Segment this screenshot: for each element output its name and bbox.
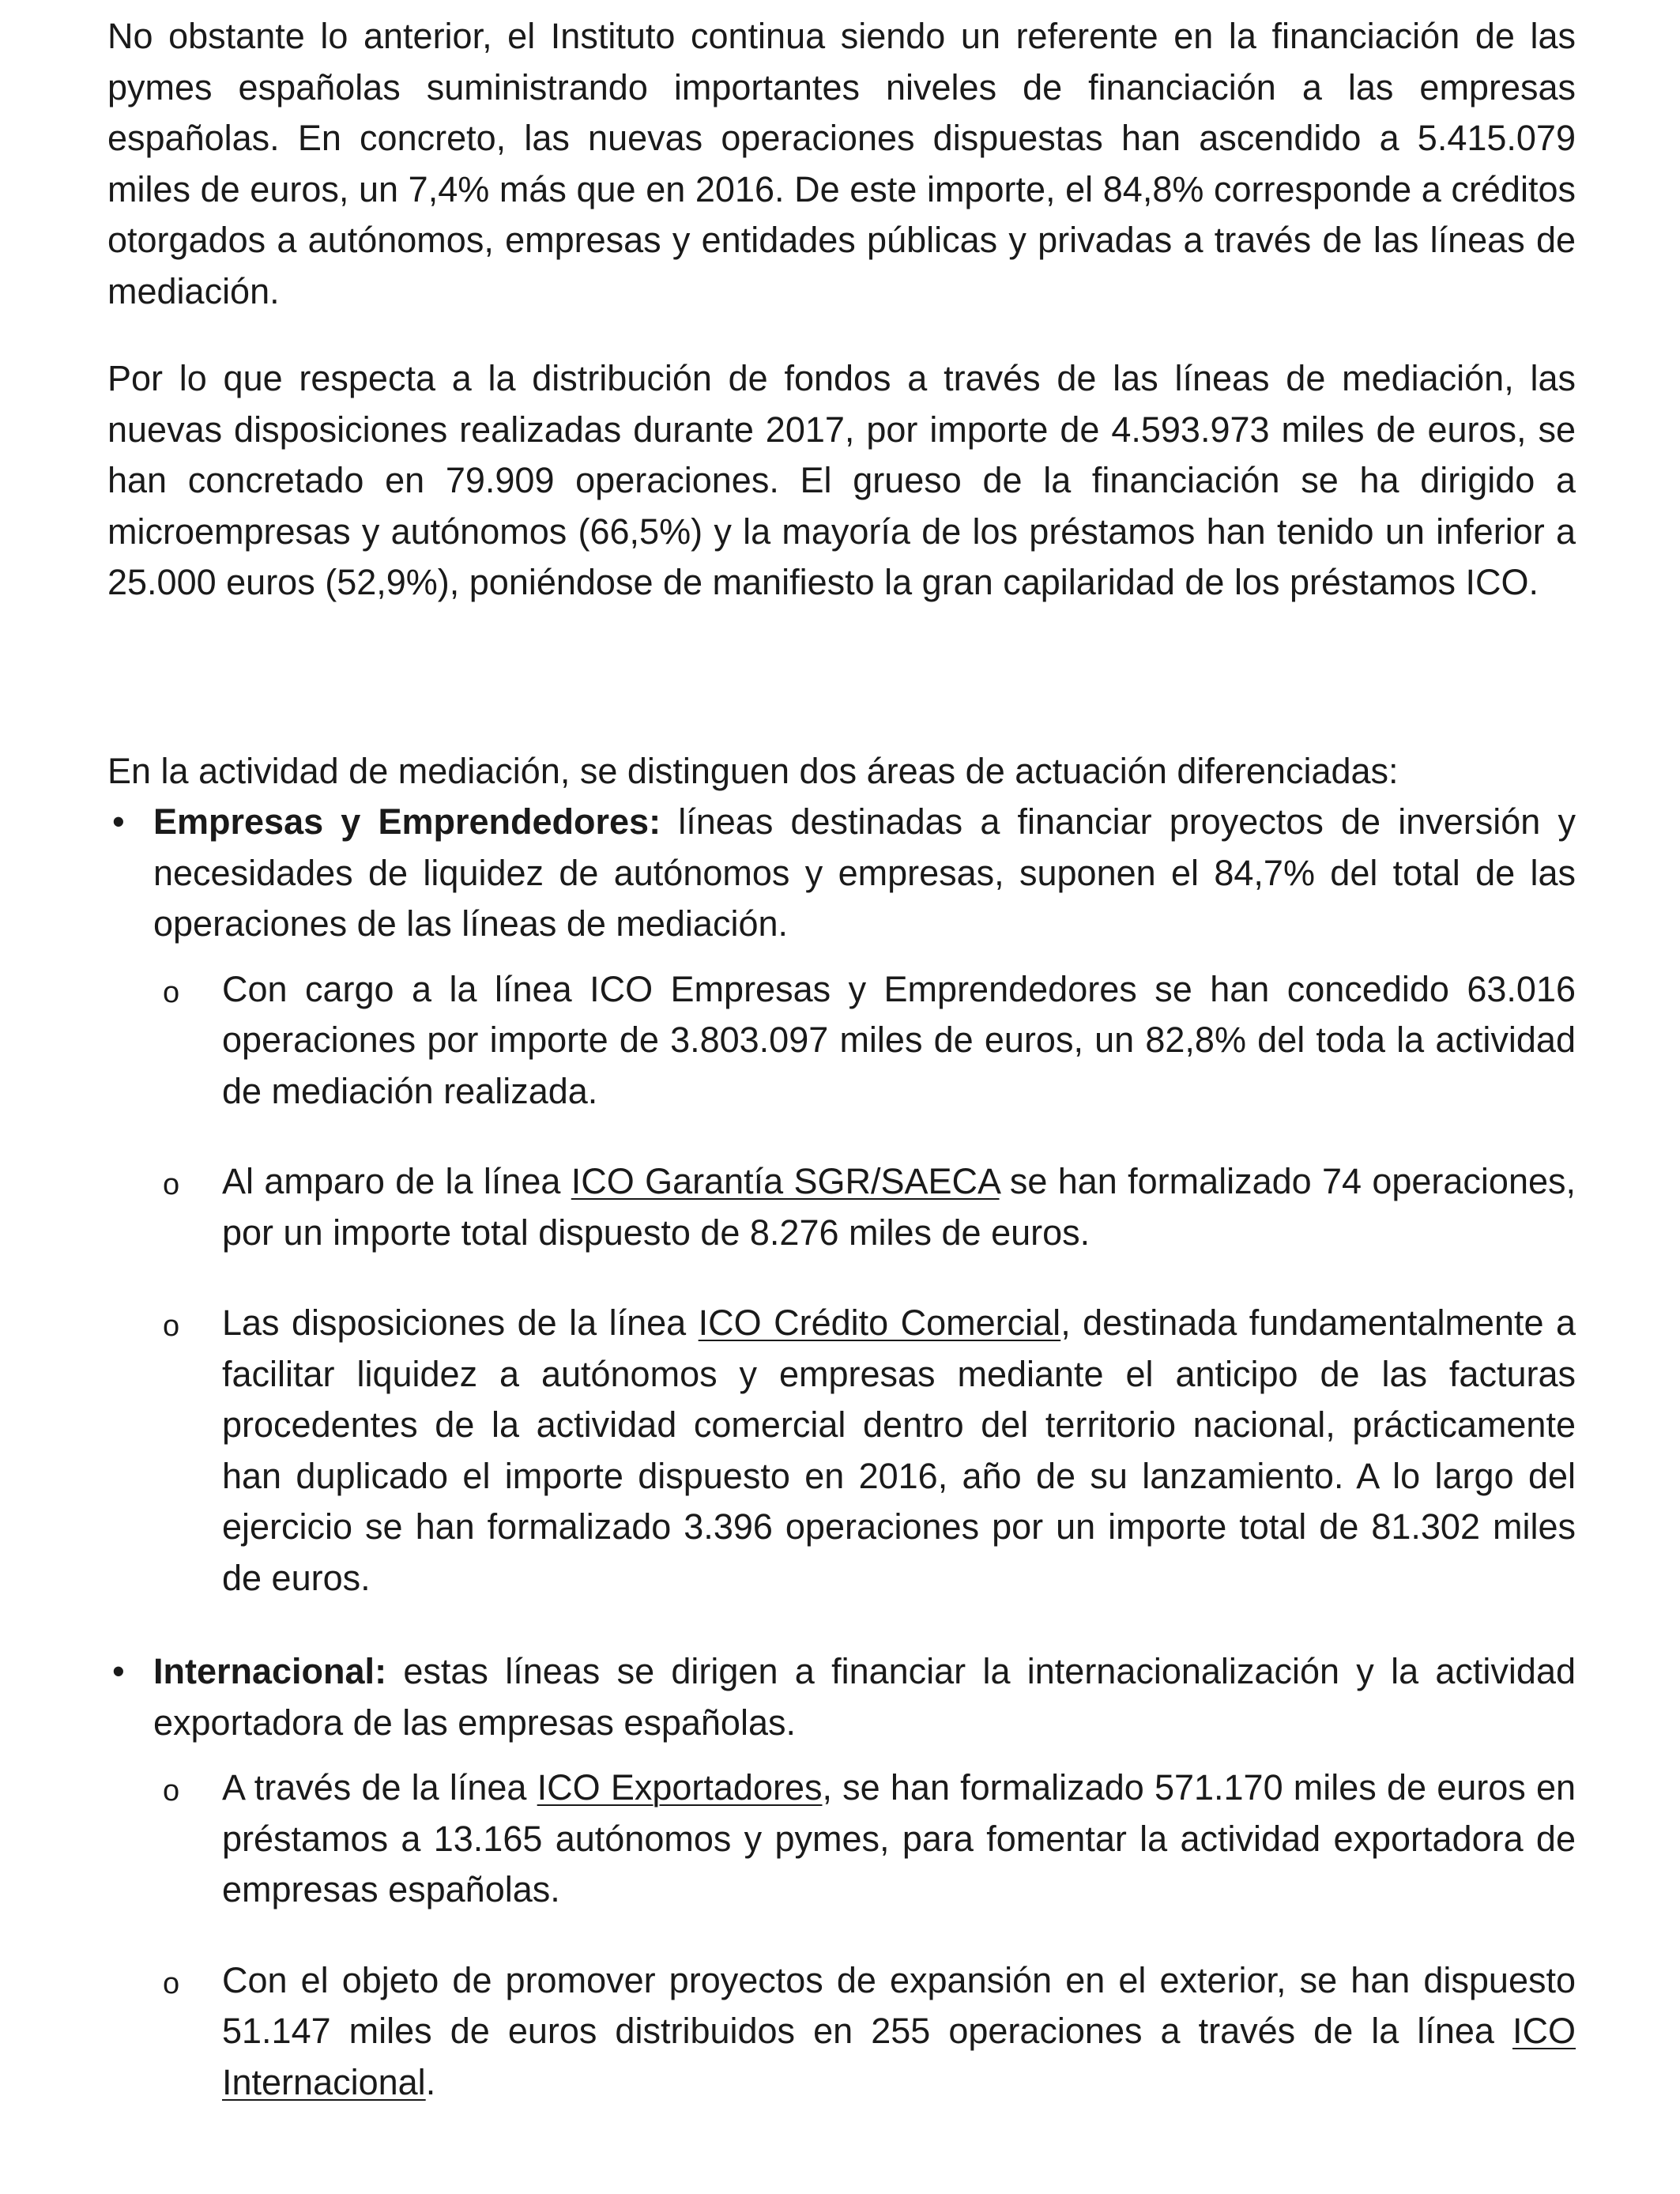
document-page (107, 11, 1576, 2108)
bullet-title: Empresas y Emprendedores: (153, 801, 661, 842)
sub-bullet-icon: o (163, 1310, 180, 1343)
sub-item-text-post: , se han formalizado 571.170 miles de euros en préstamos a 13.165 autónomos y pymes, para fomentar la actividad exportadora de empresas españolas. (222, 1767, 1576, 1909)
sub-item-text: Con cargo a la línea ICO Empresas y Emprendedores se han concedido 63.016 operaciones por importe de 3.803.097 miles de euros, un 82,8% del toda la actividad de mediación realizada. (222, 968, 1576, 1111)
sub-item-text-post: se han formalizado 74 operaciones, por un importe total dispuesto de 8.276 miles de euros. (222, 1161, 1576, 1253)
sub-item-text-pre: A través de la línea (222, 1767, 537, 1808)
sub-item-ico-empresas (107, 964, 1576, 1118)
bullet-icon: • (112, 1651, 125, 1691)
sub-item-text-post: , destinada fundamentalmente a facilitar liquidez a autónomos y empresas mediante el anticipo de las facturas procedentes de la actividad comercial dentro del territorio nacional, prácticamente han duplicado el importe dispuesto en 2016, año de su lanzamiento. A lo largo del ejercicio se han formalizado 3.396 operaciones por un importe total de 81.302 miles de euros. (222, 1302, 1576, 1598)
sub-item-ico-garantia (107, 1156, 1576, 1258)
bullet-internacional (107, 1646, 1576, 1748)
link-ico-garantia-sgr-saeca[interactable]: ICO Garantía SGR/SAECA (571, 1161, 1000, 1201)
sub-bullet-icon: o (163, 975, 180, 1009)
paragraph-mediation-areas-intro: En la actividad de mediación, se distinguen dos áreas de actuación diferenciadas: (107, 750, 1399, 791)
sub-item-text-pre: Las disposiciones de la línea (222, 1302, 699, 1343)
link-ico-credito-comercial[interactable]: ICO Crédito Comercial (698, 1302, 1061, 1343)
bullet-text: estas líneas se dirigen a financiar la internacionalización y la actividad exportadora de las empresas españolas. (153, 1651, 1576, 1743)
sub-item-ico-internacional (107, 1955, 1576, 2109)
link-ico-exportadores[interactable]: ICO Exportadores (537, 1767, 823, 1808)
bullet-empresas-emprendedores (107, 797, 1576, 950)
bullet-title: Internacional: (153, 1651, 387, 1691)
sub-item-text-pre: Al amparo de la línea (222, 1161, 571, 1201)
sub-bullet-icon: o (163, 1168, 180, 1201)
paragraph-mediation-distribution: Por lo que respecta a la distribución de fondos a través de las líneas de mediación, las nuevas disposiciones realizadas durante 2017, por importe de 4.593.973 miles de euros, se han concretado en 79.909 operaciones. El grueso de la financiación se ha dirigido a microempresas y autónomos (66,5%) y la mayoría de los préstamos han tenido un inferior a 25.000 euros (52,9%), poniéndose de manifiesto la gran capilaridad de los préstamos ICO. (107, 358, 1576, 602)
sub-item-ico-exportadores (107, 1762, 1576, 1916)
sub-item-ico-credito-comercial (107, 1298, 1576, 1604)
sub-bullet-icon: o (163, 1966, 180, 2000)
bullet-icon: • (112, 801, 125, 842)
sub-bullet-icon: o (163, 1774, 180, 1808)
paragraph-financing-overview: No obstante lo anterior, el Instituto continua siendo un referente en la financiación de las pymes españolas suministrando importantes niveles de financiación a las empresas españolas. En concreto, las nuevas operaciones dispuestas han ascendido a 5.415.079 miles de euros, un 7,4% más que en 2016. De este importe, el 84,8% corresponde a créditos otorgados a autónomos, empresas y entidades públicas y privadas a través de las líneas de mediación. (107, 16, 1576, 311)
sub-item-text-pre: Con el objeto de promover proyectos de expansión en el exterior, se han dispuesto 51.147 miles de euros distribuidos en 255 operaciones a través de la línea (222, 1959, 1576, 2051)
sub-item-text-post: . (425, 2061, 436, 2102)
bullet-text: líneas destinadas a financiar proyectos de inversión y necesidades de liquidez de autónomos y empresas, suponen el 84,7% del total de las operaciones de las líneas de mediación. (153, 801, 1576, 944)
link-ico-internacional[interactable]: ICO Internacional (222, 2011, 1576, 2102)
